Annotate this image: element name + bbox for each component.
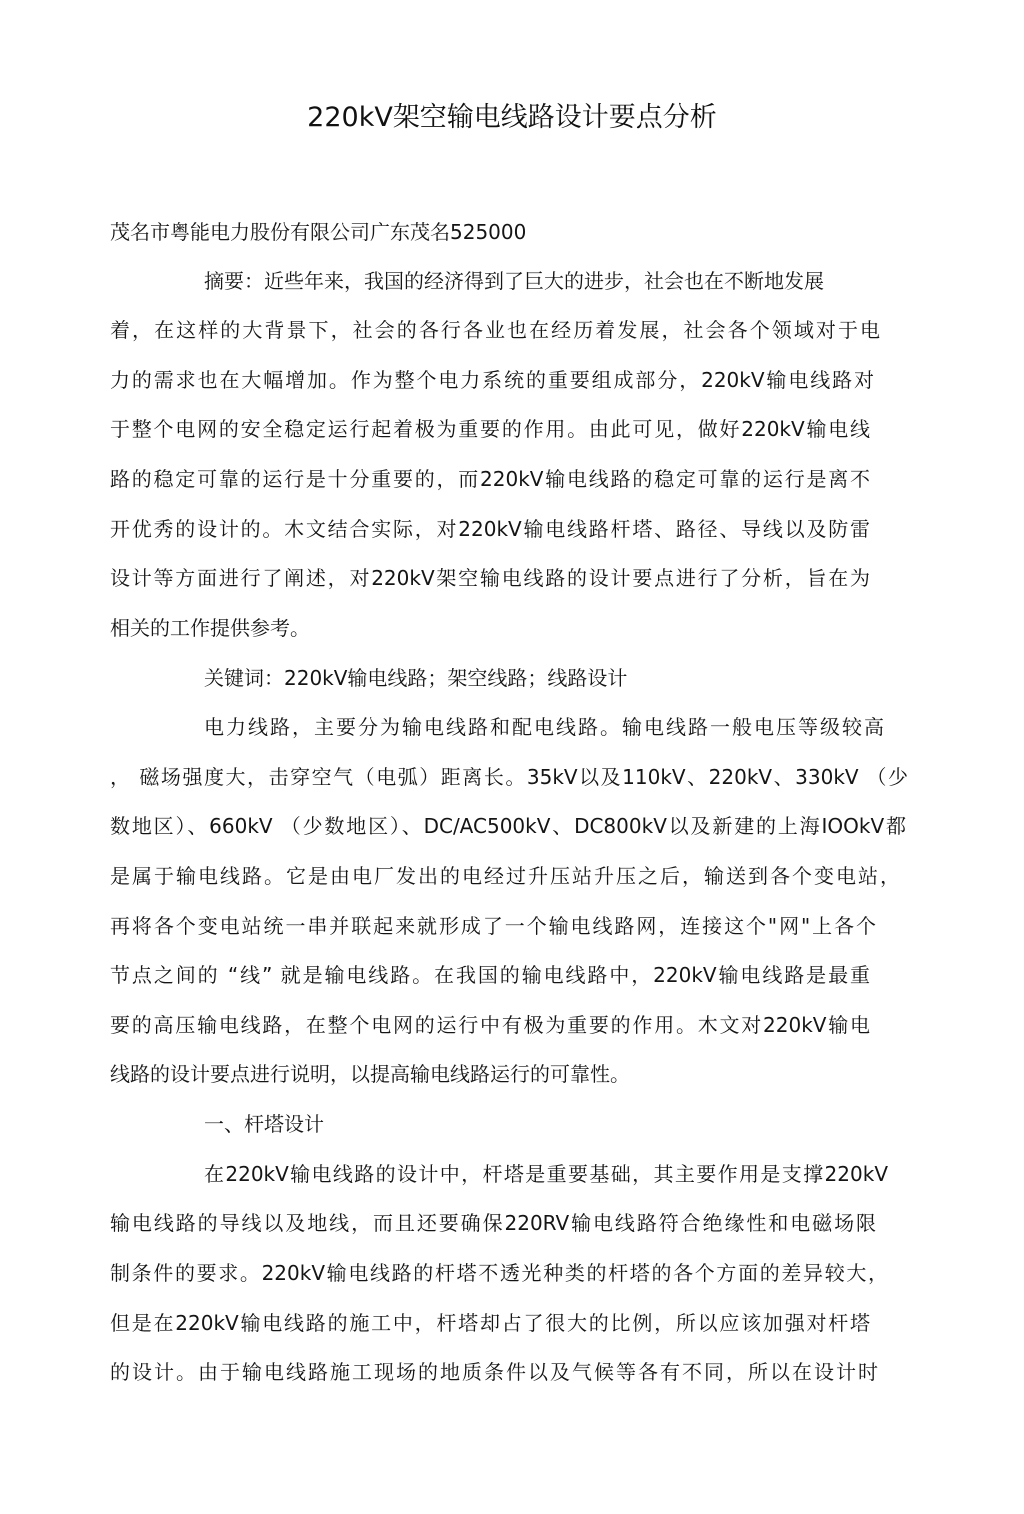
abstract-line: 摘要：近些年来，我国的经济得到了巨大的进步，社会也在不断地发展 bbox=[204, 269, 824, 293]
section-heading: 一、杆塔设计 bbox=[204, 1112, 324, 1136]
body-line: 数地区）、660kV （少数地区）、DC/AC500kV、DC800kV以及新建的上海IOOkV都 bbox=[110, 814, 906, 838]
body-line: 在220kV输电线路的设计中，杆塔是重要基础，其主要作用是支撑220kV bbox=[204, 1162, 888, 1186]
abstract-line: 力的需求也在大幅增加。作为整个电力系统的重要组成部分，220kV输电线路对 bbox=[110, 368, 874, 392]
body-line: 节点之间的 “线” 就是输电线路。在我国的输电线路中，220kV输电线路是最重 bbox=[110, 963, 870, 987]
body-line: 要的高压输电线路，在整个电网的运行中有极为重要的作用。木文对220kV输电 bbox=[110, 1013, 870, 1037]
body-line: 电力线路，主要分为输电线路和配电线路。输电线路一般电压等级较高 bbox=[204, 715, 884, 739]
document-title: 220kV架空输电线路设计要点分析 bbox=[307, 102, 717, 133]
abstract-line: 路的稳定可靠的运行是十分重要的，而220kV输电线路的稳定可靠的运行是离不 bbox=[110, 467, 870, 491]
abstract-line: 相关的工作提供参考。 bbox=[110, 616, 310, 640]
abstract-line: 设计等方面进行了阐述，对220kV架空输电线路的设计要点进行了分析，旨在为 bbox=[110, 566, 870, 590]
abstract-line: 于整个电网的安全稳定运行起着极为重要的作用。由此可见，做好220kV输电线 bbox=[110, 417, 870, 441]
body-line: 但是在220kV输电线路的施工中，杆塔却占了很大的比例，所以应该加强对杆塔 bbox=[110, 1311, 870, 1335]
affiliation-line: 茂名市粤能电力股份有限公司广东茂名525000 bbox=[110, 220, 527, 244]
body-line: 线路的设计要点进行说明，以提高输电线路运行的可靠性。 bbox=[110, 1062, 630, 1086]
keywords-line: 关键词：220kV输电线路；架空线路；线路设计 bbox=[204, 666, 628, 690]
body-line: 再将各个变电站统一串并联起来就形成了一个输电线路网，连接这个"网"上各个 bbox=[110, 914, 876, 938]
body-line: 是属于输电线路。它是由电厂发出的电经过升压站升压之后，输送到各个变电站， bbox=[110, 864, 900, 888]
body-line: 制条件的要求。220kV输电线路的杆塔不透光种类的杆塔的各个方面的差异较大， bbox=[110, 1261, 888, 1285]
abstract-line: 着，在这样的大背景下，社会的各行各业也在经历着发展，社会各个领域对于电 bbox=[110, 318, 880, 342]
abstract-line: 开优秀的设计的。木文结合实际，对220kV输电线路杆塔、路径、导线以及防雷 bbox=[110, 517, 870, 541]
body-line: 输电线路的导线以及地线，而且还要确保220RV输电线路符合绝缘性和电磁场限 bbox=[110, 1211, 876, 1235]
body-line: ， 磁场强度大，击穿空气（电弧）距离长。35kV以及110kV、220kV、330kV （少 bbox=[110, 765, 908, 789]
body-line: 的设计。由于输电线路施工现场的地质条件以及气候等各有不同，所以在设计时 bbox=[110, 1360, 878, 1384]
